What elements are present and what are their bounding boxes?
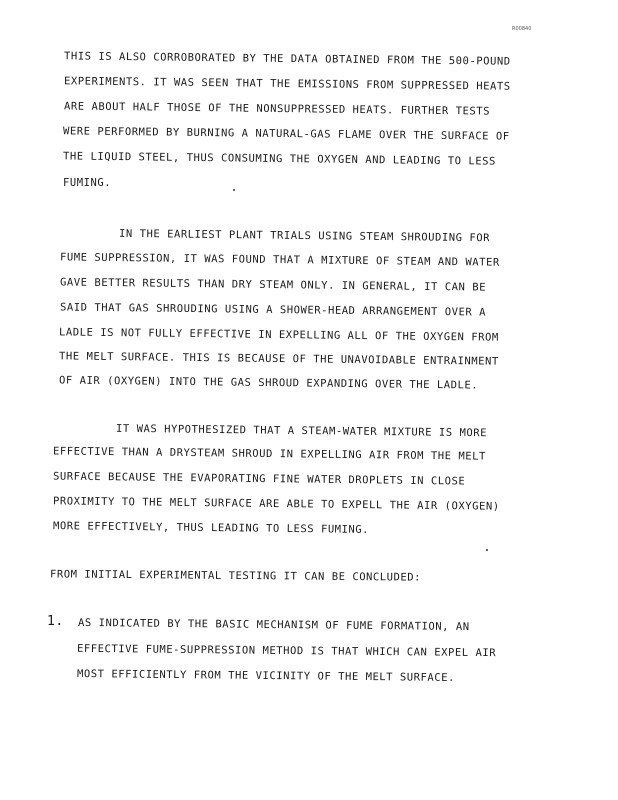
text-line: WERE PERFORMED BY BURNING A NATURAL-GAS FLAME OVER THE SURFACE OF <box>62 125 510 143</box>
text-line: EFFECTIVE FUME-SUPPRESSION METHOD IS THAT WHICH CAN EXPEL AIR <box>76 642 497 660</box>
text-line: PROXIMITY TO THE MELT SURFACE ARE ABLE TO EXPELL THE AIR (OXYGEN) <box>52 495 500 513</box>
page-id: R00840 <box>512 26 532 32</box>
text-line: GAVE BETTER RESULTS THAN DRY STEAM ONLY. IN GENERAL, IT CAN BE <box>59 276 487 294</box>
text-line: SAID THAT GAS SHROUDING USING A SHOWER-HEAD ARRANGEMENT OVER A <box>59 301 487 319</box>
text-line: EFFECTIVE THAN A DRYSTEAM SHROUD IN EXPELLING AIR FROM THE MELT <box>52 445 486 463</box>
speck <box>486 549 488 551</box>
text-line: THE MELT SURFACE. THIS IS BECAUSE OF THE UNAVOIDABLE ENTRAINMENT <box>58 350 499 368</box>
speck <box>233 189 235 191</box>
text-line: EXPERIMENTS. IT WAS SEEN THAT THE EMISSIONS FROM SUPPRESSED HEATS <box>63 75 511 93</box>
text-line: MORE EFFECTIVELY, THUS LEADING TO LESS FUMING. <box>52 520 370 536</box>
text-line: IT WAS HYPOTHESIZED THAT A STEAM-WATER MIXTURE IS MORE <box>115 422 488 440</box>
text-line: IN THE EARLIEST PLANT TRIALS USING STEAM SHROUDING FOR <box>118 227 491 245</box>
text-line: FUME SUPPRESSION, IT WAS FOUND THAT A MIXTURE OF STEAM AND WATER <box>59 251 500 269</box>
text-line: AS INDICATED BY THE BASIC MECHANISM OF FUME FORMATION, AN <box>77 616 470 634</box>
text-line: FROM INITIAL EXPERIMENTAL TESTING IT CAN BE CONCLUDED: <box>49 568 422 584</box>
text-line: THIS IS ALSO CORROBORATED BY THE DATA OBTAINED FROM THE 500-POUND <box>63 50 511 68</box>
text-line: LADLE IS NOT FULLY EFFECTIVE IN EXPELLING ALL OF THE OXYGEN FROM <box>58 326 499 344</box>
text-line: ARE ABOUT HALF THOSE OF THE NONSUPPRESSED HEATS. FURTHER TESTS <box>63 100 491 118</box>
text-line: FUMING. <box>63 177 112 189</box>
text-line: SURFACE BECAUSE THE EVAPORATING FINE WATER DROPLETS IN CLOSE <box>52 470 466 488</box>
text-line: MOST EFFICIENTLY FROM THE VICINITY OF THE MELT SURFACE. <box>76 668 455 684</box>
text-line: THE LIQUID STEEL, THUS CONSUMING THE OXYGEN AND LEADING TO LESS <box>62 150 496 168</box>
list-marker: 1. <box>47 614 64 629</box>
text-line: OF AIR (OXYGEN) INTO THE GAS SHROUD EXPANDING OVER THE LADLE. <box>58 374 479 392</box>
